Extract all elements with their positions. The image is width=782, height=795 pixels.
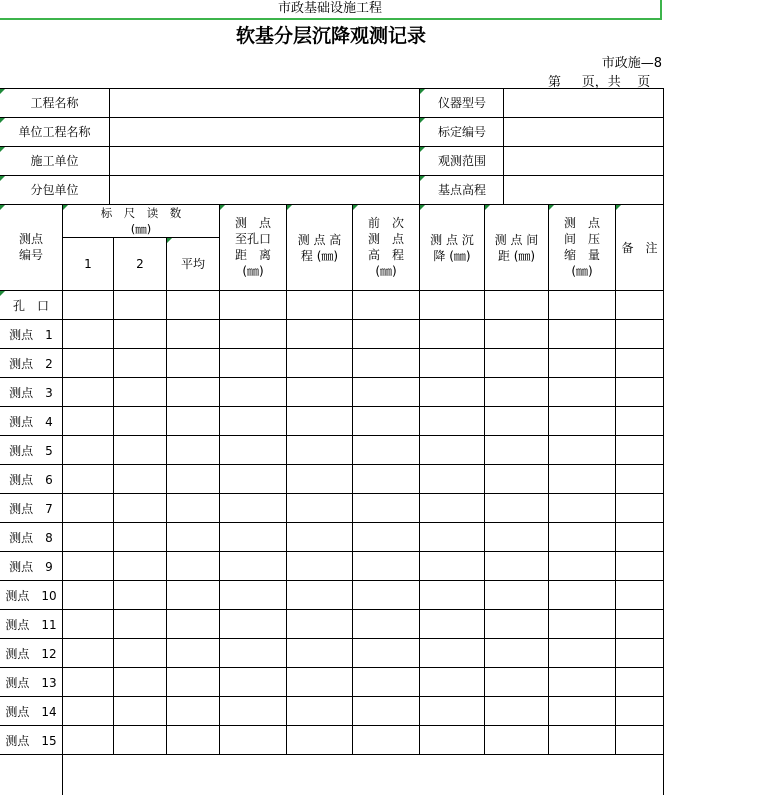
subcontractor-field[interactable] xyxy=(110,176,419,204)
comment-marker xyxy=(616,205,621,210)
row-label: 测点 3 xyxy=(9,386,53,400)
comment-marker xyxy=(420,118,425,123)
page-title: 软基分层沉降观测记录 xyxy=(235,25,426,47)
comment-marker xyxy=(420,176,425,181)
comment-marker xyxy=(167,238,172,243)
comment-marker xyxy=(420,89,425,94)
info-label: 单位工程名称 xyxy=(18,125,91,139)
info-label: 分包单位 xyxy=(30,183,79,197)
col-remarks: 备 注 xyxy=(621,241,658,255)
comment-marker xyxy=(549,205,554,210)
row-label: 测点 10 xyxy=(5,589,57,603)
row-label: 测点 14 xyxy=(5,705,57,719)
row-label: 测点 2 xyxy=(9,357,53,371)
comment-marker xyxy=(0,205,5,210)
col-reading-avg: 平均 xyxy=(180,257,205,271)
col-reading-2: 2 xyxy=(136,257,144,271)
col-settlement: 测 点 沉 降 (㎜) xyxy=(430,233,474,263)
row-label: 测点 9 xyxy=(9,560,53,574)
col-point-no: 测点 编号 xyxy=(18,232,43,262)
col-staff-reading: 标 尺 读 数 (㎜) xyxy=(100,206,182,236)
row-label: 测点 7 xyxy=(9,502,53,516)
col-dist-to-hole: 测 点 至孔口 距 离 (㎜) xyxy=(234,216,271,278)
comment-marker xyxy=(0,89,5,94)
col-prev-elev: 前 次 测 点 高 程 (㎜) xyxy=(367,216,404,278)
comment-marker xyxy=(420,205,425,210)
project-name-field[interactable] xyxy=(110,89,419,117)
page-label-ye: 页 xyxy=(637,75,651,90)
form-code: 市政施—8 xyxy=(601,56,662,71)
instrument-model-field[interactable] xyxy=(504,89,663,117)
row-label: 测点 8 xyxy=(9,531,53,545)
comment-marker xyxy=(420,147,425,152)
info-label: 观测范围 xyxy=(437,154,486,168)
info-label: 基点高程 xyxy=(437,183,486,197)
page-label-gong: 页，共 xyxy=(581,75,621,90)
info-label: 工程名称 xyxy=(30,96,79,110)
col-compression: 测 点 间 压 缩 量 (㎜) xyxy=(563,216,600,278)
row-label: 测点 13 xyxy=(5,676,57,690)
comment-marker xyxy=(353,205,358,210)
comment-marker xyxy=(0,147,5,152)
comment-marker xyxy=(0,176,5,181)
comment-marker xyxy=(0,291,5,296)
contractor-field[interactable] xyxy=(110,147,419,175)
row-label: 测点 1 xyxy=(9,328,53,342)
row-label: 测点 5 xyxy=(9,444,53,458)
unit-project-field[interactable] xyxy=(110,118,419,146)
row-label: 测点 11 xyxy=(5,618,57,632)
row-label: 测点 4 xyxy=(9,415,53,429)
header-cell-text: 市政基础设施工程 xyxy=(277,1,382,16)
row-label: 孔 口 xyxy=(12,299,49,313)
comment-marker xyxy=(287,205,292,210)
comment-marker xyxy=(220,205,225,210)
info-label: 标定编号 xyxy=(437,125,486,139)
observation-range-field[interactable] xyxy=(504,147,663,175)
info-label: 施工单位 xyxy=(30,154,79,168)
comment-marker xyxy=(0,118,5,123)
row-label: 测点 6 xyxy=(9,473,53,487)
page-label-di: 第 xyxy=(548,75,562,90)
base-elevation-field[interactable] xyxy=(504,176,663,204)
col-spacing: 测 点 间 距 (㎜) xyxy=(494,233,539,263)
col-reading-1: 1 xyxy=(84,257,92,271)
info-label: 仪器型号 xyxy=(437,96,486,110)
row-label: 测点 12 xyxy=(5,647,57,661)
calibration-no-field[interactable] xyxy=(504,118,663,146)
col-point-elev: 测 点 高 程 (㎜) xyxy=(297,233,342,263)
row-label: 测点 15 xyxy=(5,734,57,748)
comment-marker xyxy=(485,205,490,210)
